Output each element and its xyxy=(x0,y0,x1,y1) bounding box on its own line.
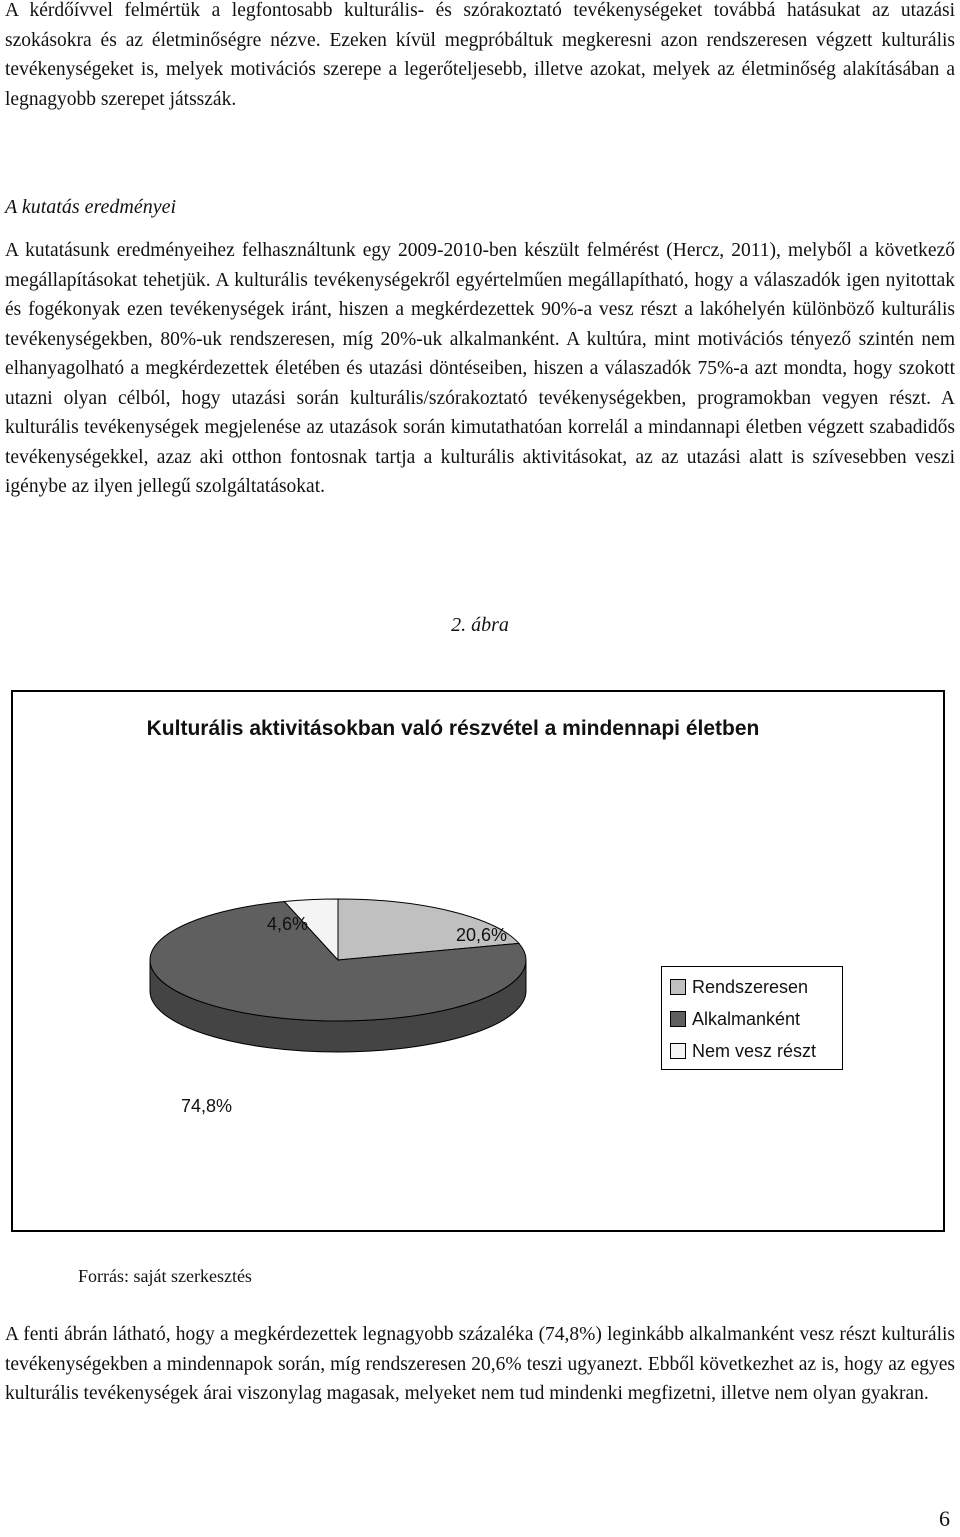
pie-chart xyxy=(11,690,945,1232)
chart-legend xyxy=(661,966,843,1070)
legend-swatch xyxy=(670,1011,686,1027)
legend-label: Rendszeresen xyxy=(692,977,809,997)
legend-item-alkalmankent xyxy=(670,1007,800,1031)
legend-label: Nem vesz részt xyxy=(692,1041,817,1061)
slice-label-nem-vesz-reszt: 4,6% xyxy=(267,914,309,934)
legend-item-rendszeresen xyxy=(670,975,808,999)
chart-title: Kulturális aktivitásokban való részvétel a mindennapi életben xyxy=(146,717,760,740)
legend-swatch xyxy=(670,1043,686,1059)
figure-label: 2. ábra xyxy=(451,614,509,636)
legend-swatch xyxy=(670,979,686,995)
slice-label-rendszeresen: 20,6% xyxy=(456,925,508,945)
results-paragraph: A kutatásunk eredményeihez felhasználtunk egy 2009-2010-ben készült felmérést (Hercz, 2011), melyből a következő megállapításokat tehetjük. A kulturális tevékenységekről egyértelműen megállapítható, hogy a válaszadók igen nyitottak és fogékonyak ezen tevékenységek iránt, hiszen a megkérdezettek 90%-a vesz részt a lakóhelyén különböző kulturális tevékenységekben, 80%-uk rendszeresen, míg 20%-uk alkalmanként. A kultúra, mint motivációs tényező szintén nem elhanyagolható a megkérdezettek életében és utazási döntéseiben, hiszen a válaszadók 75%-a azt mondta, hogy szokott utazni olyan célból, hogy utazási során kulturális/szórakoztató tevékenységekben, programokban vegyen részt. A kulturális tevékenységek megjelenése az utazások során kimutathatóan korrelál a mindannapi életben végzett szabadidős tevékenységekkel, azaz aki otthon fontosnak tartja a kulturális aktivitásokat, az az utazási alatt is szívesebben veszi igénybe az ilyen jellegű szolgáltatásokat. xyxy=(5,240,955,497)
figure-source: Forrás: saját szerkesztés xyxy=(78,1266,252,1286)
slice-label-alkalmankent: 74,8% xyxy=(181,1096,233,1116)
legend-label: Alkalmanként xyxy=(692,1009,801,1029)
page-number: 6 xyxy=(939,1506,950,1531)
legend-item-nem-vesz-reszt xyxy=(670,1039,816,1063)
pie-chart-plot xyxy=(13,692,943,1230)
conclusion-paragraph: A fenti ábrán látható, hogy a megkérdezettek legnagyobb százaléka (74,8%) leginkább alkalmanként vesz részt kulturális tevékenységekben a mindennapok során, míg rendszeresen 20,6% teszi ugyanezt. Ebből következhet az is, hogy az egyes kulturális tevékenységek árai viszonylag magasak, melyeket nem tud mindenki megfizetni, illetve nem olyan gyakran. xyxy=(5,1324,955,1404)
intro-paragraph: A kérdőívvel felmértük a legfontosabb kulturális- és szórakoztató tevékenységeket továbbá hatásukat az utazási szokásokra és az életminőségre nézve. Ezeken kívül megpróbáltuk megkeresni azon rendszeresen végzett kulturális tevékenységeket is, melyek motivációs szerepe a legerőteljesebb, illetve azokat, melyek az életminőség alakításában a legnagyobb szerepet játsszák. xyxy=(5,0,955,110)
section-heading: A kutatás eredményei xyxy=(5,196,177,218)
